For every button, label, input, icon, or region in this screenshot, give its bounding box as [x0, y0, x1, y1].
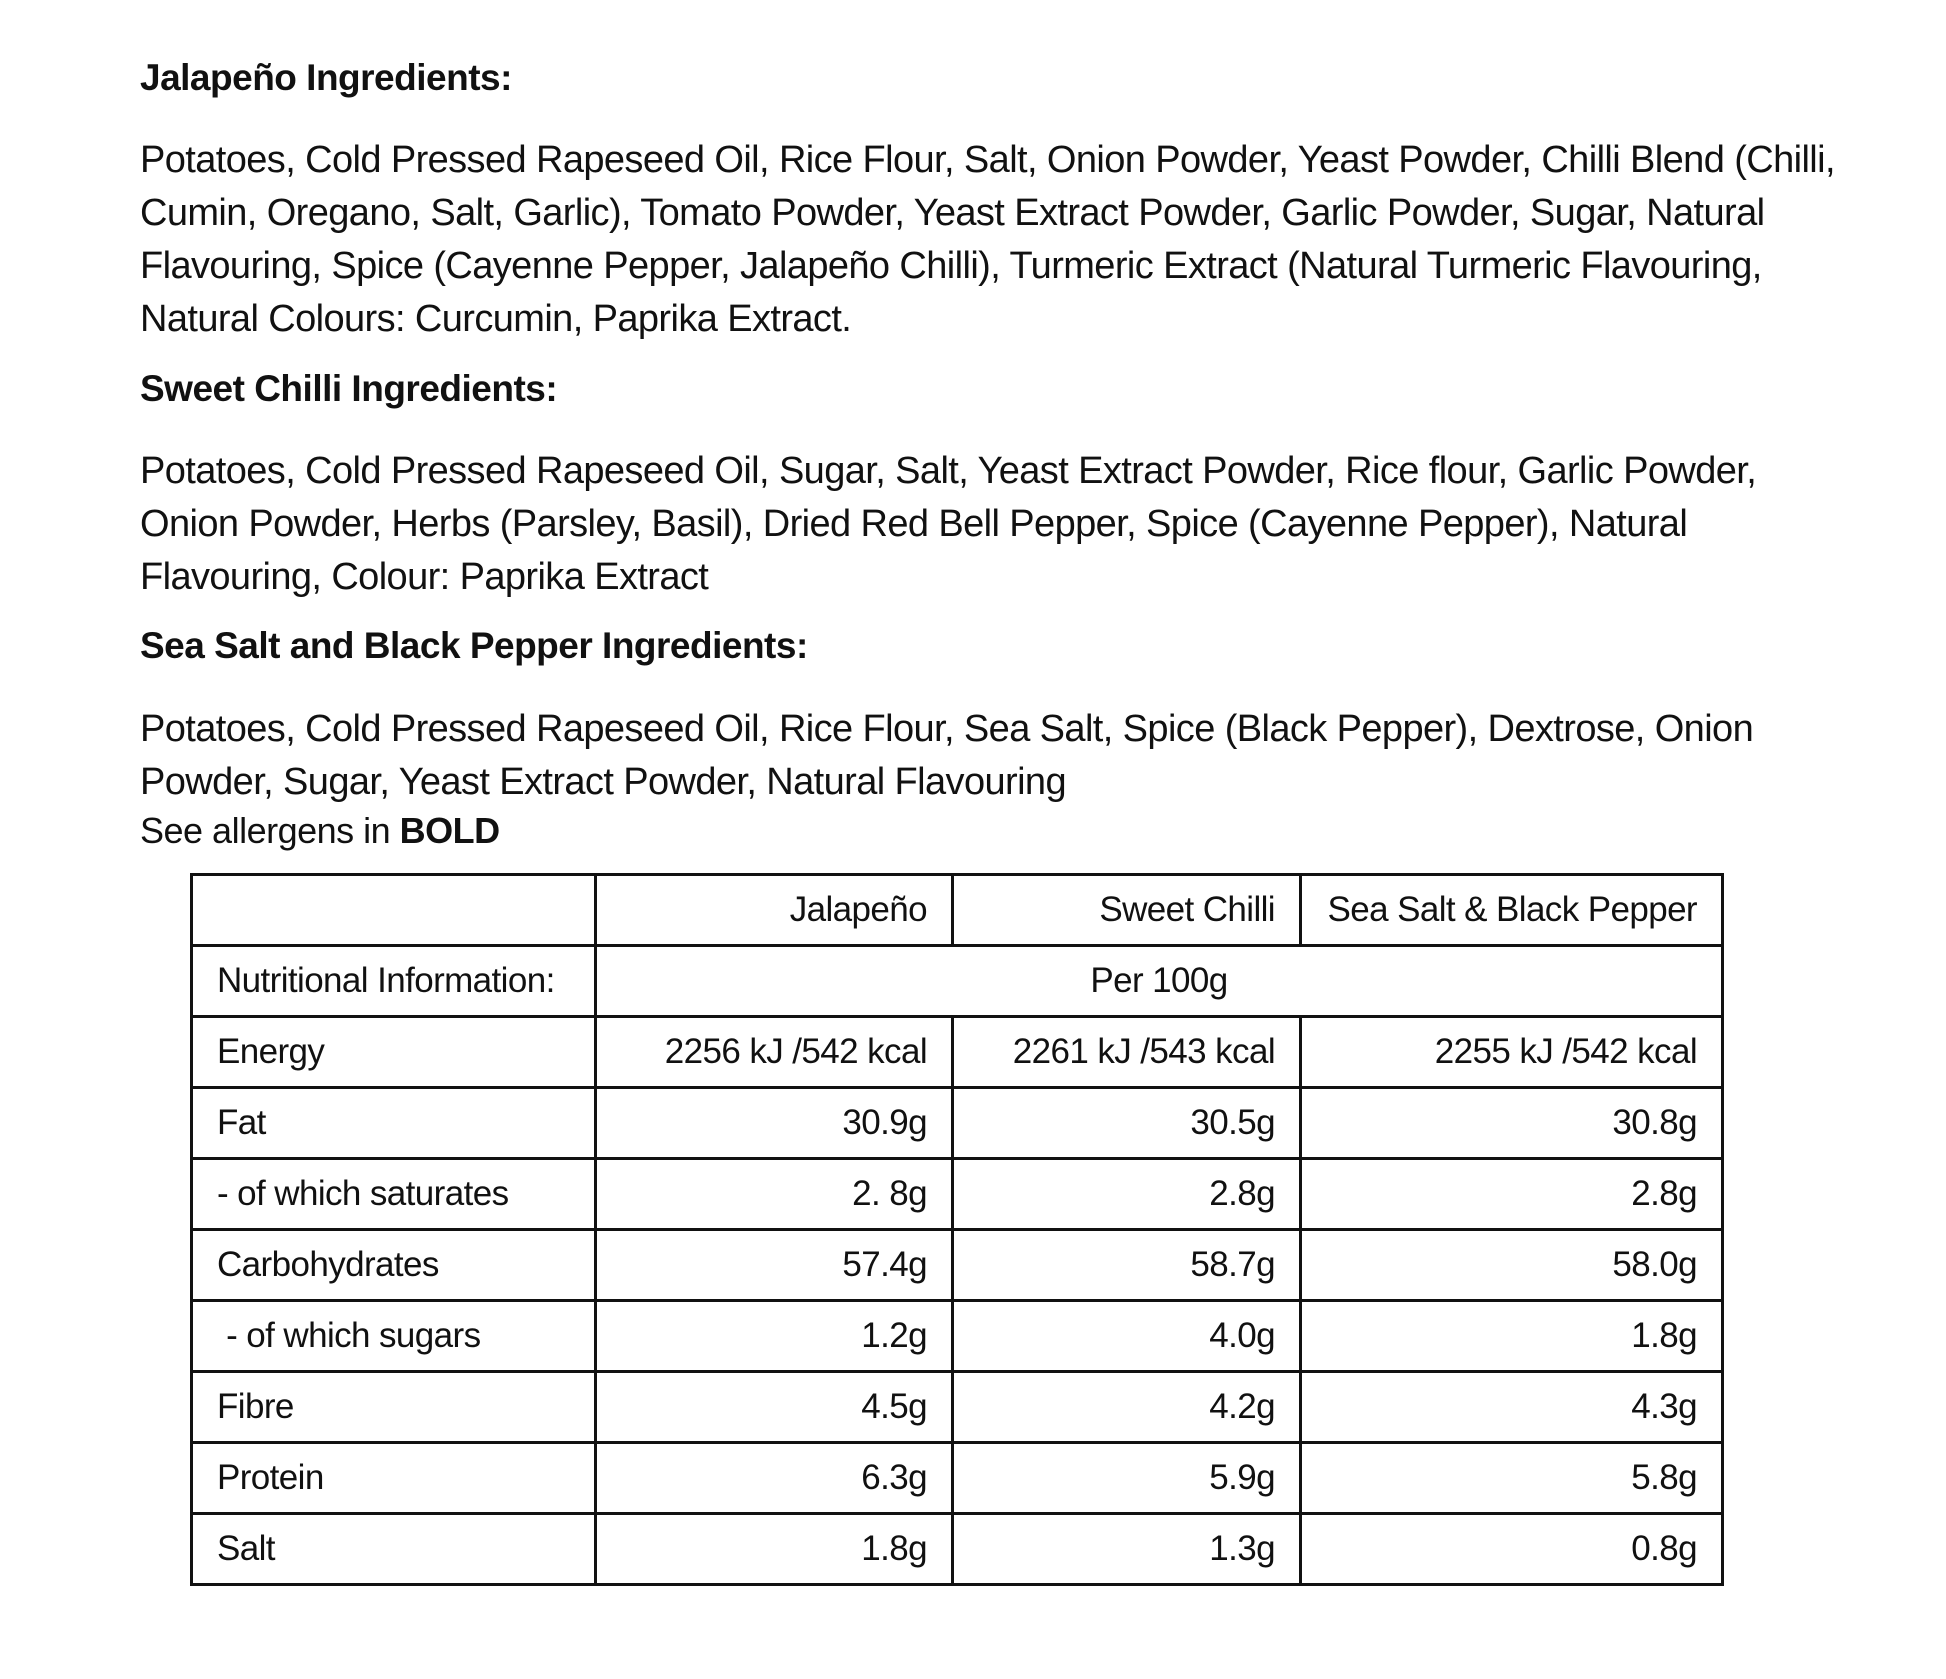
cell-sweet-chilli: 4.2g — [953, 1372, 1301, 1443]
row-label: Carbohydrates — [192, 1230, 596, 1301]
jalapeno-ingredients-text: Potatoes, Cold Pressed Rapeseed Oil, Rice Flour, Salt, Onion Powder, Yeast Powder, Chilli Blend (Chilli, Cumin, Oregano, Salt, Garlic), Tomato Powder, Yeast Extract Powder, Garlic Powder, Sugar, Natural Flavouring, Spice (Cayenne Pepper, Jalapeño Chilli), Turmeric Extract (Natural Turmeric Flavouring, Natural Colours: Curcumin, Paprika Extract. — [140, 139, 1835, 340]
cell-sea-salt: 1.8g — [1301, 1301, 1723, 1372]
table-row — [192, 1301, 1723, 1372]
sweet-chilli-ingredients-text: Potatoes, Cold Pressed Rapeseed Oil, Sugar, Salt, Yeast Extract Powder, Rice flour, Garlic Powder, Onion Powder, Herbs (Parsley, Basil), Dried Red Bell Pepper, Spice (Cayenne Pepper), Natural Flavouring, Colour: Paprika Extract — [140, 450, 1757, 598]
cell-sweet-chilli: 4.0g — [953, 1301, 1301, 1372]
table-row — [192, 1514, 1723, 1585]
cell-sweet-chilli: 58.7g — [953, 1230, 1301, 1301]
cell-sea-salt: 5.8g — [1301, 1443, 1723, 1514]
sea-salt-ingredients-heading: Sea Salt and Black Pepper Ingredients: — [140, 625, 808, 666]
cell-jalapeno: 1.8g — [596, 1514, 953, 1585]
subheader-label: Nutritional Information: — [192, 946, 596, 1017]
cell-jalapeno: 1.2g — [596, 1301, 953, 1372]
header-cell-sea-salt: Sea Salt & Black Pepper — [1301, 875, 1723, 946]
sweet-chilli-ingredients-heading: Sweet Chilli Ingredients: — [140, 368, 558, 409]
table-subheader-row — [192, 946, 1723, 1017]
row-label: Salt — [192, 1514, 596, 1585]
subheader-per-100g: Per 100g — [596, 946, 1723, 1017]
allergens-bold-word: BOLD — [399, 810, 500, 851]
cell-sweet-chilli: 2261 kJ /543 kcal — [953, 1017, 1301, 1088]
table-row — [192, 1159, 1723, 1230]
cell-jalapeno: 4.5g — [596, 1372, 953, 1443]
row-label: Protein — [192, 1443, 596, 1514]
allergens-note — [140, 806, 500, 856]
header-cell-jalapeno: Jalapeño — [596, 875, 953, 946]
cell-sea-salt: 58.0g — [1301, 1230, 1723, 1301]
jalapeno-ingredients-heading: Jalapeño Ingredients: — [140, 57, 512, 98]
cell-sea-salt: 2.8g — [1301, 1159, 1723, 1230]
row-label: Energy — [192, 1017, 596, 1088]
table-row — [192, 1443, 1723, 1514]
cell-jalapeno: 6.3g — [596, 1443, 953, 1514]
table-row — [192, 1088, 1723, 1159]
nutrition-table — [190, 873, 1724, 1586]
cell-sea-salt: 4.3g — [1301, 1372, 1723, 1443]
cell-sweet-chilli: 5.9g — [953, 1443, 1301, 1514]
cell-jalapeno: 2256 kJ /542 kcal — [596, 1017, 953, 1088]
header-cell-sweet-chilli: Sweet Chilli — [953, 875, 1301, 946]
row-label: - of which sugars — [192, 1301, 596, 1372]
cell-sea-salt: 0.8g — [1301, 1514, 1723, 1585]
header-cell-empty — [192, 875, 596, 946]
row-label: - of which saturates — [192, 1159, 596, 1230]
table-row — [192, 1017, 1723, 1088]
cell-jalapeno: 57.4g — [596, 1230, 953, 1301]
table-row — [192, 1372, 1723, 1443]
table-header-row — [192, 875, 1723, 946]
table-row — [192, 1230, 1723, 1301]
sea-salt-ingredients-text: Potatoes, Cold Pressed Rapeseed Oil, Rice Flour, Sea Salt, Spice (Black Pepper), Dextrose, Onion Powder, Sugar, Yeast Extract Powder, Natural Flavouring — [140, 708, 1754, 803]
cell-sweet-chilli: 2.8g — [953, 1159, 1301, 1230]
allergens-prefix: See allergens in — [140, 810, 400, 851]
cell-sweet-chilli: 30.5g — [953, 1088, 1301, 1159]
row-label: Fat — [192, 1088, 596, 1159]
cell-sea-salt: 30.8g — [1301, 1088, 1723, 1159]
row-label: Fibre — [192, 1372, 596, 1443]
cell-sweet-chilli: 1.3g — [953, 1514, 1301, 1585]
cell-sea-salt: 2255 kJ /542 kcal — [1301, 1017, 1723, 1088]
cell-jalapeno: 2. 8g — [596, 1159, 953, 1230]
cell-jalapeno: 30.9g — [596, 1088, 953, 1159]
